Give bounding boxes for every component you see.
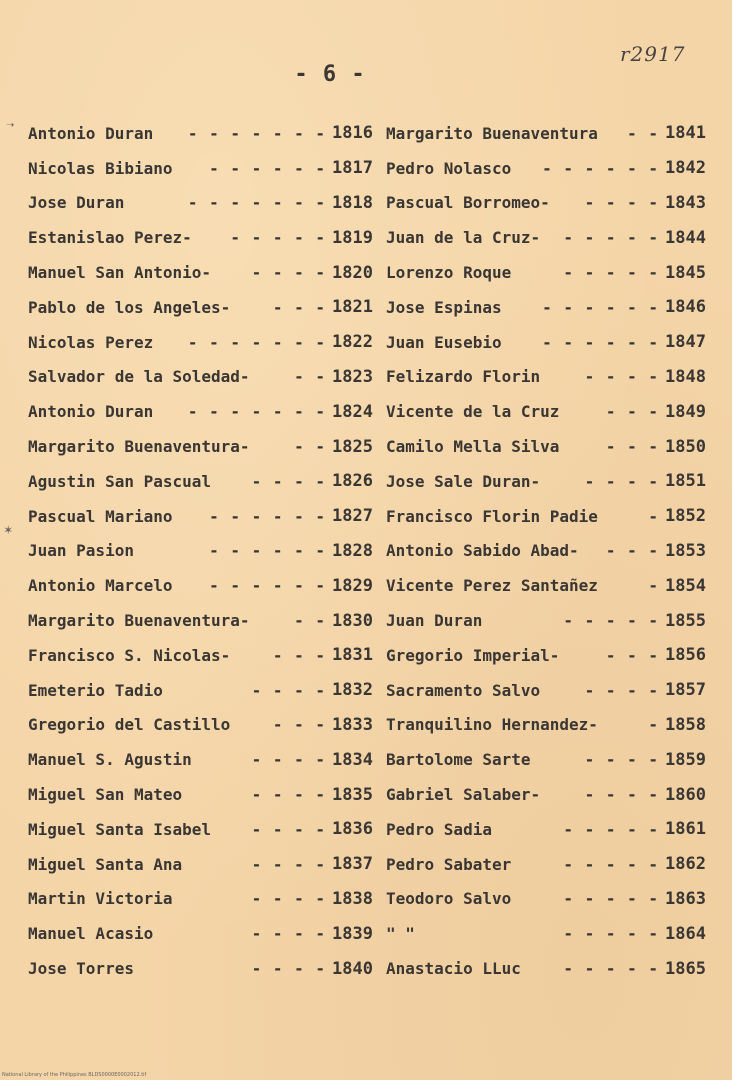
list-row — [28, 638, 373, 673]
list-row — [28, 603, 373, 638]
year: 1822 — [332, 332, 373, 353]
year: 1860 — [665, 784, 706, 805]
dash-leader: - - - - - - — [542, 158, 660, 178]
list-row — [386, 394, 706, 429]
list-row — [386, 360, 706, 395]
year: 1845 — [665, 262, 706, 283]
dash-leader: - - - — [605, 437, 660, 457]
dash-leader: - - — [294, 367, 327, 387]
year: 1847 — [665, 332, 706, 353]
person-name: Antonio Marcelo — [28, 576, 173, 596]
list-row — [28, 186, 373, 221]
dash-leader: - - - - - — [563, 228, 660, 248]
dash-leader: - - - - — [251, 959, 327, 979]
list-row — [386, 812, 706, 847]
dash-leader: - - - - — [251, 471, 327, 491]
year: 1842 — [665, 158, 706, 179]
dash-leader: - - - - - - — [209, 576, 327, 596]
year: 1852 — [665, 506, 706, 527]
list-row — [386, 429, 706, 464]
year: 1829 — [332, 575, 373, 596]
list-row — [28, 499, 373, 534]
dash-leader: - - - - - - - — [187, 402, 327, 422]
dash-leader: - - - - - - — [542, 297, 660, 317]
list-row — [386, 916, 706, 951]
person-name: Tranquilino Hernandez- — [386, 715, 598, 735]
dash-leader: - - - - — [584, 193, 660, 213]
year: 1856 — [665, 645, 706, 666]
year: 1825 — [332, 436, 373, 457]
dash-leader: - - - - — [251, 263, 327, 283]
right-column — [386, 116, 706, 986]
list-row — [386, 742, 706, 777]
person-name: Salvador de la Soledad- — [28, 367, 250, 387]
dash-leader: - — [648, 576, 660, 596]
person-name: Juan de la Cruz- — [386, 228, 541, 248]
dash-leader: - - - — [272, 645, 327, 665]
year: 1826 — [332, 471, 373, 492]
list-row — [28, 290, 373, 325]
dash-leader: - - - - - - — [209, 158, 327, 178]
dash-leader: - — [648, 715, 660, 735]
year: 1817 — [332, 158, 373, 179]
year: 1833 — [332, 714, 373, 735]
year: 1831 — [332, 645, 373, 666]
list-row — [386, 603, 706, 638]
person-name: Jose Duran — [28, 193, 125, 213]
person-name: Manuel S. Agustin — [28, 750, 192, 770]
person-name: Lorenzo Roque — [386, 263, 512, 283]
list-row — [28, 708, 373, 743]
dash-leader: - - - - - - - — [187, 332, 327, 352]
dash-leader: - - - - — [584, 750, 660, 770]
person-name: Antonio Sabido Abad- — [386, 541, 579, 561]
list-row — [28, 916, 373, 951]
year: 1855 — [665, 610, 706, 631]
list-row — [386, 777, 706, 812]
person-name: Camilo Mella Silva — [386, 437, 560, 457]
person-name: Nicolas Bibiano — [28, 158, 173, 178]
list-row — [386, 638, 706, 673]
dash-leader: - - - - - — [230, 228, 327, 248]
list-row — [28, 255, 373, 290]
person-name: Manuel Acasio — [28, 924, 154, 944]
person-name: Miguel San Mateo — [28, 785, 183, 805]
person-name: Bartolome Sarte — [386, 750, 531, 770]
margin-mark: ➝ — [6, 118, 15, 134]
dash-leader: - - - - — [251, 924, 327, 944]
list-row — [28, 394, 373, 429]
dash-leader: - - - - - — [563, 924, 660, 944]
year: 1841 — [665, 123, 706, 144]
year: 1838 — [332, 888, 373, 909]
person-name: Pedro Sabater — [386, 854, 512, 874]
year: 1823 — [332, 366, 373, 387]
year: 1820 — [332, 262, 373, 283]
person-name: Pedro Nolasco — [386, 158, 512, 178]
dash-leader: - - — [294, 437, 327, 457]
person-name: " " — [386, 924, 415, 944]
person-name: Felizardo Florin — [386, 367, 541, 387]
person-name: Gregorio Imperial- — [386, 645, 560, 665]
dash-leader: - - - - - - - — [187, 123, 327, 143]
person-name: Miguel Santa Ana — [28, 854, 183, 874]
year: 1864 — [665, 923, 706, 944]
year: 1839 — [332, 923, 373, 944]
year: 1816 — [332, 123, 373, 144]
year: 1854 — [665, 575, 706, 596]
year: 1827 — [332, 506, 373, 527]
person-name: Sacramento Salvo — [386, 680, 541, 700]
dash-leader: - - - — [605, 541, 660, 561]
person-name: Margarito Buenaventura- — [28, 611, 250, 631]
person-name: Jose Sale Duran- — [386, 471, 541, 491]
year: 1851 — [665, 471, 706, 492]
person-name: Vicente de la Cruz — [386, 402, 560, 422]
dash-leader: - - - - — [584, 471, 660, 491]
scan-footer: National Library of the Philippines BLDS0000E0002012.tif — [2, 1072, 147, 1078]
list-row — [386, 708, 706, 743]
person-name: Miguel Santa Isabel — [28, 819, 212, 839]
list-row — [28, 777, 373, 812]
year: 1819 — [332, 227, 373, 248]
person-name: Margarito Buenaventura- — [28, 437, 250, 457]
list-row — [386, 464, 706, 499]
dash-leader: - - - - — [584, 680, 660, 700]
dash-leader: - - - - — [584, 785, 660, 805]
dash-leader: - - - - — [251, 785, 327, 805]
dash-leader: - - - - - - - — [187, 193, 327, 213]
year: 1834 — [332, 749, 373, 770]
list-row — [386, 673, 706, 708]
year: 1835 — [332, 784, 373, 805]
person-name: Teodoro Salvo — [386, 889, 512, 909]
dash-leader: - - - - - — [563, 611, 660, 631]
person-name: Gregorio del Castillo — [28, 715, 231, 735]
list-row — [28, 151, 373, 186]
list-row — [386, 499, 706, 534]
year: 1832 — [332, 680, 373, 701]
dash-leader: - - - - - - — [542, 332, 660, 352]
person-name: Francisco Florin Padie — [386, 506, 598, 526]
list-row — [28, 360, 373, 395]
year: 1818 — [332, 192, 373, 213]
list-row — [386, 290, 706, 325]
dash-leader: - - - - — [251, 889, 327, 909]
dash-leader: - - - - — [251, 819, 327, 839]
person-name: Agustin San Pascual — [28, 471, 212, 491]
dash-leader: - - - - — [251, 750, 327, 770]
dash-leader: - - - - - — [563, 819, 660, 839]
year: 1849 — [665, 401, 706, 422]
person-name: Juan Eusebio — [386, 332, 502, 352]
year: 1824 — [332, 401, 373, 422]
person-name: Pedro Sadia — [386, 819, 492, 839]
person-name: Nicolas Perez — [28, 332, 154, 352]
person-name: Juan Duran — [386, 611, 483, 631]
year: 1828 — [332, 540, 373, 561]
margin-mark: ✶ — [4, 522, 13, 538]
list-row — [386, 847, 706, 882]
list-row — [386, 325, 706, 360]
person-name: Francisco S. Nicolas- — [28, 645, 231, 665]
year: 1862 — [665, 854, 706, 875]
year: 1865 — [665, 958, 706, 979]
list-row — [386, 151, 706, 186]
list-row — [28, 951, 373, 986]
list-row — [386, 186, 706, 221]
year: 1844 — [665, 227, 706, 248]
year: 1836 — [332, 819, 373, 840]
year: 1840 — [332, 958, 373, 979]
dash-leader: - - — [627, 123, 660, 143]
dash-leader: - - - - - - — [209, 541, 327, 561]
list-row — [386, 951, 706, 986]
dash-leader: - - - - - — [563, 854, 660, 874]
person-name: Martin Victoria — [28, 889, 173, 909]
year: 1853 — [665, 540, 706, 561]
page-number: - 6 - — [294, 62, 366, 87]
list-row — [28, 812, 373, 847]
year: 1830 — [332, 610, 373, 631]
list-row — [28, 534, 373, 569]
year: 1850 — [665, 436, 706, 457]
list-row — [386, 568, 706, 603]
list-row — [28, 429, 373, 464]
list-row — [28, 742, 373, 777]
list-row — [386, 220, 706, 255]
person-name: Juan Pasion — [28, 541, 134, 561]
dash-leader: - - - — [272, 297, 327, 317]
dash-leader: - - - — [605, 645, 660, 665]
year: 1858 — [665, 714, 706, 735]
list-row — [28, 568, 373, 603]
dash-leader: - - - — [272, 715, 327, 735]
person-name: Antonio Duran — [28, 402, 154, 422]
list-row — [28, 116, 373, 151]
dash-leader: - - — [294, 611, 327, 631]
person-name: Pascual Borromeo- — [386, 193, 550, 213]
list-row — [386, 255, 706, 290]
left-column — [28, 116, 373, 986]
year: 1843 — [665, 192, 706, 213]
list-row — [28, 882, 373, 917]
dash-leader: - - - - — [584, 367, 660, 387]
person-name: Margarito Buenaventura — [386, 123, 598, 143]
person-name: Anastacio LLuc — [386, 959, 521, 979]
person-name: Emeterio Tadio — [28, 680, 163, 700]
year: 1848 — [665, 366, 706, 387]
year: 1863 — [665, 888, 706, 909]
list-row — [28, 673, 373, 708]
list-row — [28, 325, 373, 360]
list-row — [386, 882, 706, 917]
year: 1861 — [665, 819, 706, 840]
person-name: Pascual Mariano — [28, 506, 173, 526]
year: 1846 — [665, 297, 706, 318]
dash-leader: - - - — [605, 402, 660, 422]
person-name: Antonio Duran — [28, 123, 154, 143]
person-name: Gabriel Salaber- — [386, 785, 541, 805]
dash-leader: - - - - - — [563, 889, 660, 909]
list-row — [28, 464, 373, 499]
list-row — [386, 534, 706, 569]
person-name: Jose Torres — [28, 959, 134, 979]
person-name: Vicente Perez Santañez — [386, 576, 598, 596]
list-row — [386, 116, 706, 151]
dash-leader: - - - - - — [563, 263, 660, 283]
dash-leader: - - - - — [251, 854, 327, 874]
list-row — [28, 847, 373, 882]
year: 1857 — [665, 680, 706, 701]
year: 1837 — [332, 854, 373, 875]
list-row — [28, 220, 373, 255]
year: 1821 — [332, 297, 373, 318]
year: 1859 — [665, 749, 706, 770]
person-name: Pablo de los Angeles- — [28, 297, 231, 317]
dash-leader: - - - - - - — [209, 506, 327, 526]
person-name: Manuel San Antonio- — [28, 263, 212, 283]
handwritten-annotation: r2917 — [620, 42, 686, 66]
person-name: Estanislao Perez- — [28, 228, 192, 248]
dash-leader: - — [648, 506, 660, 526]
dash-leader: - - - - - — [563, 959, 660, 979]
dash-leader: - - - - — [251, 680, 327, 700]
person-name: Jose Espinas — [386, 297, 502, 317]
